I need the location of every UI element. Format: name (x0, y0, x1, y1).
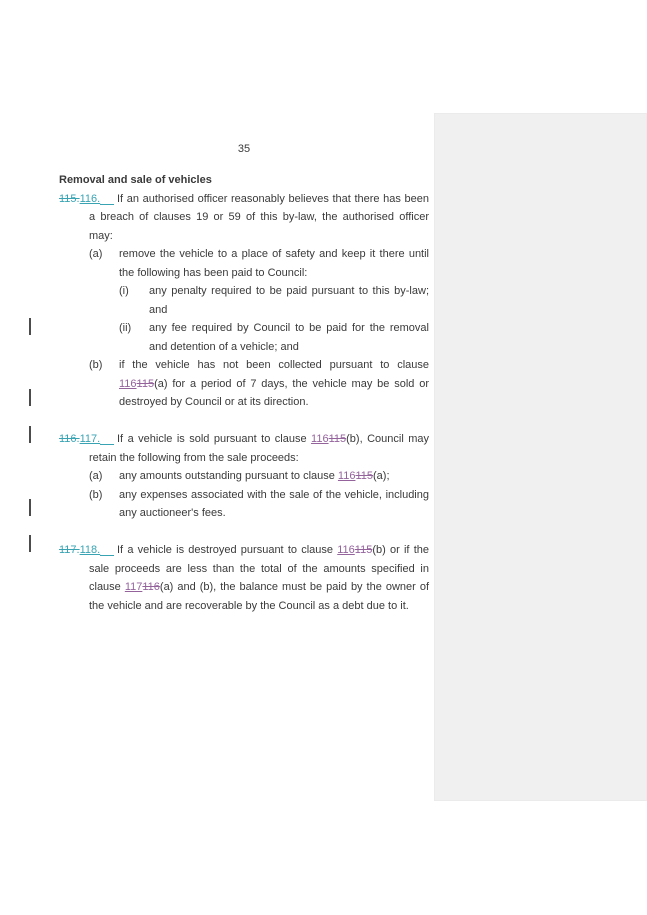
body-text: any expenses associated with the sale of the vehicle, including any auctioneer's fees. (119, 488, 429, 519)
body-text: (a) and (b), the balance must be paid by the owner of the vehicle and are recoverable by the Council as a debt due to it. (89, 581, 429, 612)
body-text: If a vehicle is destroyed pursuant to clause (117, 544, 338, 556)
inserted-text: 117 (124, 581, 143, 593)
body-text: if the vehicle has not been collected pursuant to clause (119, 359, 429, 371)
list-marker: (ii) (119, 322, 132, 334)
body-text: any amounts outstanding pursuant to clause (119, 470, 338, 482)
list-marker: (a) (89, 470, 103, 482)
body-text: any fee required by Council to be paid for the removal and detention of a vehicle; and (149, 322, 429, 353)
deleted-text: 115 (328, 433, 347, 445)
list-marker: (a) (89, 248, 103, 260)
list-marker: (b) (89, 488, 103, 501)
list-marker: (i) (119, 285, 129, 297)
change-bar (29, 535, 31, 552)
inserted-clause-number: 117. (79, 433, 101, 445)
deleted-text: 115 (355, 470, 374, 482)
clause-number (59, 541, 117, 560)
inserted-text: 116 (337, 470, 356, 482)
inserted-tab-underline (100, 541, 117, 560)
inserted-text: 116 (119, 377, 137, 390)
list-item-paragraph (59, 486, 429, 523)
change-bar (29, 499, 31, 516)
body-text: (b) or if the sale proceeds are less than the total of the amounts specified in clause (89, 544, 429, 593)
change-bar (29, 426, 31, 443)
body-text: If a vehicle is sold pursuant to clause (117, 433, 312, 445)
inserted-tab-underline (100, 430, 117, 449)
deleted-clause-number: 116. (59, 433, 80, 445)
section-heading: Removal and sale of vehicles (59, 174, 212, 186)
page-number: 35 (237, 143, 251, 155)
body-text: (b), Council may retain the following from the sale proceeds: (89, 433, 430, 464)
body-text: If an authorised officer reasonably believes that there has been a breach of clauses 19 or 59 of this by-law, the authorised officer may: (89, 192, 429, 242)
clause-number (59, 190, 117, 209)
inserted-clause-number: 116. (79, 192, 101, 205)
body-text: any penalty required to be paid pursuant to this by-law; and (149, 285, 429, 316)
body-text: (a) for a period of 7 days, the vehicle may be sold or destroyed by Council or at its direction. (119, 377, 429, 408)
change-bar (29, 389, 31, 406)
inserted-tab-underline (100, 190, 117, 209)
list-item-paragraph (59, 319, 429, 356)
list-marker: (b) (89, 359, 103, 371)
deleted-clause-number: 117. (59, 544, 80, 556)
clause-number (59, 430, 117, 449)
inserted-text: 116 (337, 544, 355, 556)
body-text: remove the vehicle to a place of safety and keep it there until the following has been paid to Council: (119, 248, 429, 279)
change-bar (29, 318, 31, 335)
clause-paragraph (59, 190, 429, 246)
list-item-paragraph (59, 282, 429, 319)
deleted-text: 115 (136, 377, 155, 390)
list-item-paragraph (59, 467, 429, 486)
deleted-clause-number: 115. (59, 192, 80, 205)
inserted-text: 116 (311, 433, 329, 445)
body-text: (a); (373, 470, 390, 482)
clause-paragraph (59, 541, 429, 615)
deleted-text: 115 (354, 544, 373, 556)
clause-paragraph (59, 430, 429, 467)
clause-list (59, 190, 429, 616)
deleted-text: 116 (142, 581, 160, 593)
markup-side-panel (434, 113, 647, 801)
document-content (59, 140, 429, 615)
list-item-paragraph (59, 356, 429, 412)
inserted-clause-number: 118. (79, 544, 101, 556)
list-item-paragraph (59, 245, 429, 282)
